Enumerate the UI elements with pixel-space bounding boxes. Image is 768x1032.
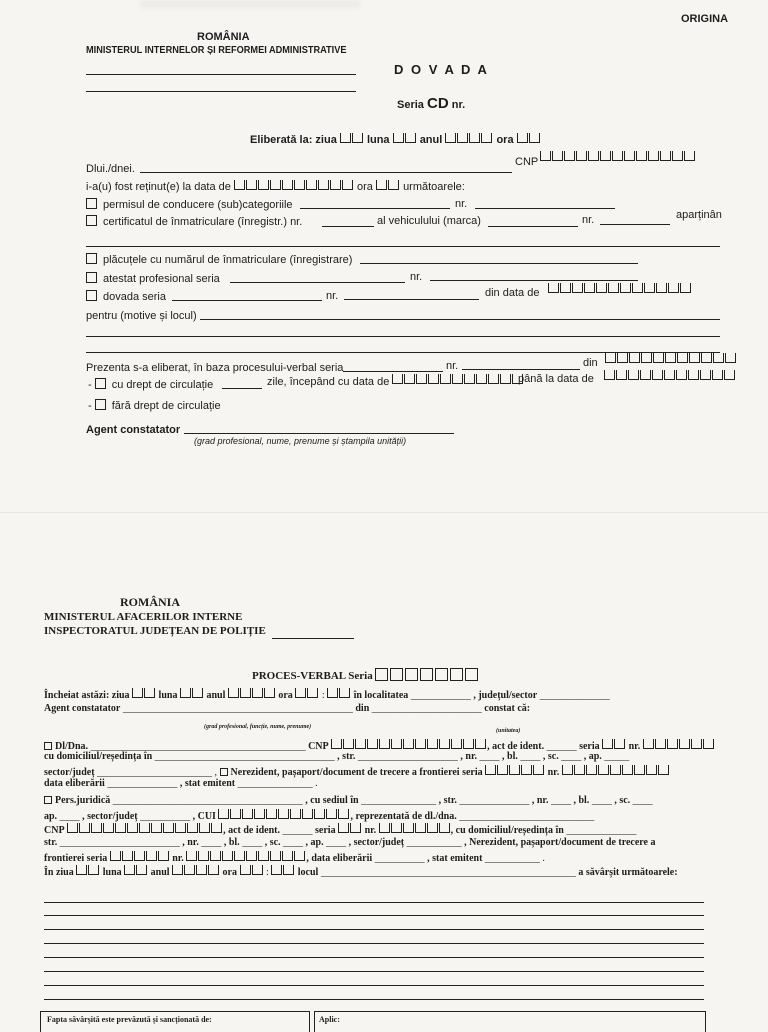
without-right-label: fără drept de circulație — [111, 400, 221, 412]
corner-label: ORIGINA — [681, 13, 729, 25]
narrative-line[interactable] — [44, 957, 704, 958]
street-label: , str. — [337, 751, 356, 762]
pv-line-10: str. ________________________ , nr. ____ , bl. ____ , sc. ____ , ap. ____ , sector/județ ___________ , Nerezident, pașaport/document de trecere a — [44, 837, 656, 848]
headquarters-label: , cu sediul în — [305, 795, 359, 806]
pv-agent-label: Agent constatator — [44, 703, 121, 714]
dovada-series — [397, 95, 465, 112]
proof-date-boxes[interactable] — [548, 283, 692, 293]
narrative-line[interactable] — [44, 999, 704, 1000]
cnp-label: CNP — [515, 156, 539, 168]
item-attest — [86, 272, 220, 285]
represented-label: , reprezentată de dl./dna. — [350, 811, 457, 822]
passport-series-boxes[interactable] — [485, 765, 545, 775]
border-nr-label: nr. — [172, 853, 184, 864]
plates-field[interactable] — [360, 263, 638, 264]
pv-din-label: din — [583, 357, 598, 369]
item-license — [86, 198, 293, 211]
id-nr-label: nr. — [628, 741, 641, 752]
pv-series-field[interactable] — [343, 371, 443, 372]
vehicle-field[interactable] — [488, 226, 578, 227]
registration-nr2-label: nr. — [582, 214, 595, 226]
person-label: Dl/Dna. — [55, 741, 89, 752]
from-date-boxes[interactable] — [392, 374, 524, 384]
proof-date-label: din data de — [485, 287, 540, 299]
pv-day-boxes[interactable] — [132, 688, 156, 698]
cnp-boxes[interactable] — [540, 151, 696, 161]
pv-hint-rank: (grad profesional, funcție, nume, prenume) — [204, 724, 312, 730]
name-field[interactable] — [140, 172, 512, 173]
agent-hint: (grad profesional, nume, prenume și ștampila unității) — [194, 436, 407, 446]
legal-entity-label: Pers.juridică — [55, 795, 111, 806]
concluded-label: Încheiat astăzi: ziua — [44, 690, 130, 701]
proof-label: dovada seria — [103, 291, 166, 303]
border-nr-boxes[interactable] — [186, 851, 306, 861]
dovada-blank-line — [86, 74, 356, 75]
year-label: anul — [419, 134, 443, 146]
footer-sanction-label: Fapta săvârșită este prevăzută și sancționată de: — [47, 1015, 212, 1024]
pv-inspectorate: INSPECTORATUL JUDEȚEAN DE POLIȚIE — [44, 625, 266, 637]
with-right-row: - cu drept de circulație — [88, 379, 214, 391]
footer-apply-box — [314, 1011, 706, 1032]
item-proof — [86, 290, 166, 303]
pv-title: PROCES-VERBAL Seria — [252, 670, 373, 682]
proof-nr-label: nr. — [326, 290, 339, 302]
vehicle-label: al vehiculului (marca) — [377, 215, 481, 227]
pv-nr-label: nr. — [446, 360, 459, 372]
pv-line-11: frontierei seria nr. , data eliberării __________ , stat emitent ___________ . — [44, 853, 545, 864]
item-plates — [86, 253, 352, 266]
without-right-checkbox[interactable] — [95, 399, 106, 410]
issuing-state-label: , stat emitent — [179, 778, 236, 789]
person-checkbox[interactable] — [44, 742, 52, 750]
border-state-label: , stat emitent — [427, 853, 483, 864]
month-boxes[interactable] — [393, 133, 417, 143]
pv-year-label: anul — [206, 690, 226, 701]
footer-apply-label: Aplic: — [319, 1015, 340, 1024]
nonresident-checkbox[interactable] — [220, 768, 228, 776]
without-right-row: - fără drept de circulație — [88, 400, 221, 412]
pv-line-2: Agent constatator ______________________________________________ din ______________________ constat că: — [44, 703, 531, 714]
nonresident-label: Nerezident, pașaport/document de trecere a frontierei seria — [230, 767, 483, 778]
scan-smudge — [140, 0, 360, 8]
border-issue-date-label: , data eliberării — [306, 853, 373, 864]
pv-year-boxes[interactable] — [228, 688, 276, 698]
with-right-label: cu drept de circulație — [111, 379, 214, 391]
pv-line-4: cu domiciliul/reședința în ____________________________________ , str. ____________________ , nr. ____ , bl. ____ , sc. ____ , ap. _____ — [44, 751, 630, 762]
narrative-line[interactable] — [44, 985, 704, 986]
rep-cnp-boxes[interactable] — [67, 823, 223, 833]
narrative-line[interactable] — [44, 902, 704, 903]
agent-label: Agent constatator — [86, 424, 181, 436]
proof-series-field[interactable] — [172, 300, 322, 301]
license-checkbox[interactable] — [86, 198, 97, 209]
license-nr-field[interactable] — [475, 208, 615, 209]
le-nr-label: , nr. — [531, 795, 549, 806]
le-stair-label: , sc. — [614, 795, 631, 806]
with-right-checkbox[interactable] — [95, 378, 106, 389]
id-label: , act de ident. — [487, 741, 545, 752]
narrative-line[interactable] — [44, 943, 704, 944]
attest-nr-field[interactable] — [430, 280, 638, 281]
dovada-ministry: MINISTERUL INTERNELOR ȘI REFORMEI ADMINISTRATIVE — [86, 45, 347, 56]
fact-hour-boxes[interactable] — [240, 865, 264, 875]
pv-minute-boxes[interactable] — [327, 688, 351, 698]
rep-block-label: , bl. — [223, 837, 240, 848]
rep-nr-boxes[interactable] — [379, 823, 451, 833]
attest-nr-label: nr. — [410, 271, 423, 283]
until-label: până la data de — [518, 373, 594, 385]
fact-day-boxes[interactable] — [76, 865, 100, 875]
fact-month-label: luna — [102, 867, 122, 878]
pv-date-boxes[interactable] — [605, 353, 737, 363]
dovada-title: D O V A D A — [394, 62, 489, 77]
le-street-label: , str. — [438, 795, 457, 806]
pv-line-9: CNP , act de ident. ______ seria nr. , cu domiciliul/reședința în ______________ — [44, 825, 637, 836]
narrative-line[interactable] — [44, 971, 704, 972]
pv-hint-unit: (unitatea) — [496, 728, 521, 734]
item-registration — [86, 215, 302, 228]
pv-hour-label: ora — [278, 690, 293, 701]
attest-series-field[interactable] — [230, 282, 405, 283]
id-nr-boxes[interactable] — [643, 739, 715, 749]
nr-label: , nr. — [460, 751, 478, 762]
attest-checkbox[interactable] — [86, 272, 97, 283]
retained-row — [86, 180, 465, 193]
id-series-label: seria — [579, 741, 600, 752]
pv-line-3: Dl/Dna. ___________________________________________ CNP , act de ident. ______ seria nr. — [44, 739, 715, 752]
cui-label: , CUI — [192, 811, 216, 822]
reason-label: pentru (motive și locul) — [86, 310, 197, 322]
rep-series-boxes[interactable] — [338, 823, 362, 833]
pv-cnp-label: CNP — [308, 741, 329, 752]
license-nr-label: nr. — [455, 198, 468, 210]
footer-sanction-box — [40, 1011, 310, 1032]
fact-hour-label: ora — [222, 867, 237, 878]
fact-year-label: anul — [150, 867, 170, 878]
reason-field-2[interactable] — [86, 336, 720, 337]
sector-label: sector/județ — [44, 767, 95, 778]
pv-find-label: constat că: — [484, 703, 531, 714]
pv-locality-label: în localitatea — [353, 690, 409, 701]
plates-checkbox[interactable] — [86, 253, 97, 264]
reason-field[interactable] — [200, 319, 720, 320]
days-field[interactable] — [222, 388, 262, 389]
belongs-field[interactable] — [86, 246, 720, 247]
stair-label: , sc. — [542, 751, 559, 762]
issued-basis-label: Prezenta s-a eliberat, în baza procesului-verbal seria — [86, 362, 344, 374]
pv-hour-boxes[interactable] — [295, 688, 319, 698]
attest-label: atestat profesional seria — [103, 273, 220, 285]
pv-line-5: sector/județ _______________________ , Nerezident, pașaport/document de trecere a frontierei seria nr. — [44, 765, 670, 778]
pv-ministry: MINISTERUL AFACERILOR INTERNE — [44, 611, 243, 623]
hour-boxes[interactable] — [517, 133, 541, 143]
pv-agent-din: din — [355, 703, 370, 714]
fact-month-boxes[interactable] — [124, 865, 148, 875]
plates-label: plăcuțele cu numărul de înmatriculare (înregistrare) — [103, 254, 353, 266]
day-boxes[interactable] — [340, 133, 364, 143]
pv-month-label: luna — [158, 690, 178, 701]
rep-sector-label: , sector/județ — [348, 837, 405, 848]
retained-date-boxes[interactable] — [234, 180, 354, 190]
rep-cnp-label: CNP — [44, 825, 65, 836]
until-date-boxes[interactable] — [604, 370, 736, 380]
license-label: permisul de conducere (sub)categoriile — [103, 199, 293, 211]
id-series-boxes[interactable] — [602, 739, 626, 749]
rep-apt-label: , ap. — [305, 837, 324, 848]
year-boxes[interactable] — [445, 133, 493, 143]
inspectorate-field[interactable] — [272, 638, 354, 639]
fact-place-label: locul — [297, 867, 319, 878]
fact-year-boxes[interactable] — [172, 865, 220, 875]
registration-label: certificatul de înmatriculare (înregistr.) nr. — [103, 216, 303, 228]
pv-county-label: , județul/sector — [473, 690, 538, 701]
le-sector-label: , sector/județ — [82, 811, 138, 822]
fact-minute-boxes[interactable] — [271, 865, 295, 875]
name-label: Dlui./dnei. — [86, 163, 135, 175]
registration-checkbox[interactable] — [86, 215, 97, 226]
month-label: luna — [366, 134, 390, 146]
block-label: , bl. — [502, 751, 518, 762]
rep-nr2-label: , nr. — [182, 837, 199, 848]
hour-label: ora — [496, 134, 514, 146]
registration-nr2-field[interactable] — [600, 224, 670, 225]
issue-date-label: data eliberării — [44, 778, 105, 789]
pv-line-1: Încheiat astăzi: ziua luna anul ora : în localitatea ____________ , județul/sector ______________ — [44, 690, 610, 701]
pv-line-6: data eliberării ______________ , stat emitent _______________ . — [44, 778, 318, 789]
cui-boxes[interactable] — [218, 809, 350, 819]
series-suffix: nr. — [451, 99, 466, 111]
rep-series-label: seria — [315, 825, 336, 836]
dovada-blank-line — [86, 91, 356, 92]
retained-label: i-a(u) fost reținut(e) la data de — [86, 181, 231, 193]
border-series-boxes[interactable] — [110, 851, 170, 861]
border-series-label: frontierei seria — [44, 853, 108, 864]
rep-nr-label: nr. — [364, 825, 377, 836]
rep-id-label: , act de ident. — [223, 825, 281, 836]
committed-label: a săvârșit următoarele: — [578, 867, 678, 878]
le-block-label: , bl. — [573, 795, 590, 806]
retained-hour-boxes[interactable] — [376, 180, 400, 190]
rep-domicile-label: , cu domiciliul/reședința în — [450, 825, 564, 836]
proof-checkbox[interactable] — [86, 290, 97, 301]
page-fold — [0, 512, 768, 513]
series-prefix: Seria — [397, 99, 424, 111]
series-code: CD — [426, 95, 449, 112]
pv-line-8: ap. ____ , sector/județ __________ , CUI , reprezentată de dl./dna. ___________________________ — [44, 811, 595, 822]
proof-nr-field[interactable] — [344, 299, 479, 300]
belongs-label: aparținân — [676, 209, 722, 221]
passport-nr-boxes[interactable] — [562, 765, 670, 775]
pv-nr-field[interactable] — [462, 369, 580, 370]
agent-field[interactable] — [184, 433, 454, 434]
issued-label: Eliberată la: ziua — [250, 134, 337, 146]
apt-label: , ap. — [583, 751, 602, 762]
rep-street-label: str. — [44, 837, 58, 848]
license-categories-field[interactable] — [300, 208, 450, 209]
pv-country: ROMÂNIA — [120, 595, 180, 609]
registration-nr-field[interactable] — [322, 226, 374, 227]
narrative-line[interactable] — [44, 915, 704, 916]
rep-stair-label: , sc. — [264, 837, 281, 848]
following-label: următoarele: — [403, 181, 465, 193]
domicile-label: cu domiciliul/reședința în — [44, 751, 153, 762]
narrative-line[interactable] — [44, 929, 704, 930]
rep-nonresident-label: , Nerezident, pașaport/document de trecere a — [464, 837, 656, 848]
pv-line-7: Pers.juridică ______________________________________ , cu sediul în _______________ , str. ______________ , nr. ____ , bl. ____ , sc. ____ — [44, 795, 653, 806]
issued-row — [250, 133, 541, 146]
retained-hour-label: ora — [357, 181, 373, 193]
fact-day-label: În ziua — [44, 867, 74, 878]
pv-cnp-boxes[interactable] — [331, 739, 487, 749]
passport-nr-label: nr. — [547, 767, 560, 778]
pv-line-12: În ziua luna anul ora : locul ___________________________________________________ a săvârșit următoarele: — [44, 867, 678, 878]
dovada-country: ROMÂNIA — [197, 31, 250, 43]
le-apt-label: ap. — [44, 811, 58, 822]
days-from-label: zile, începând cu data de — [267, 376, 390, 388]
legal-entity-checkbox[interactable] — [44, 796, 52, 804]
pv-month-boxes[interactable] — [180, 688, 204, 698]
pv-title-row — [252, 668, 480, 682]
